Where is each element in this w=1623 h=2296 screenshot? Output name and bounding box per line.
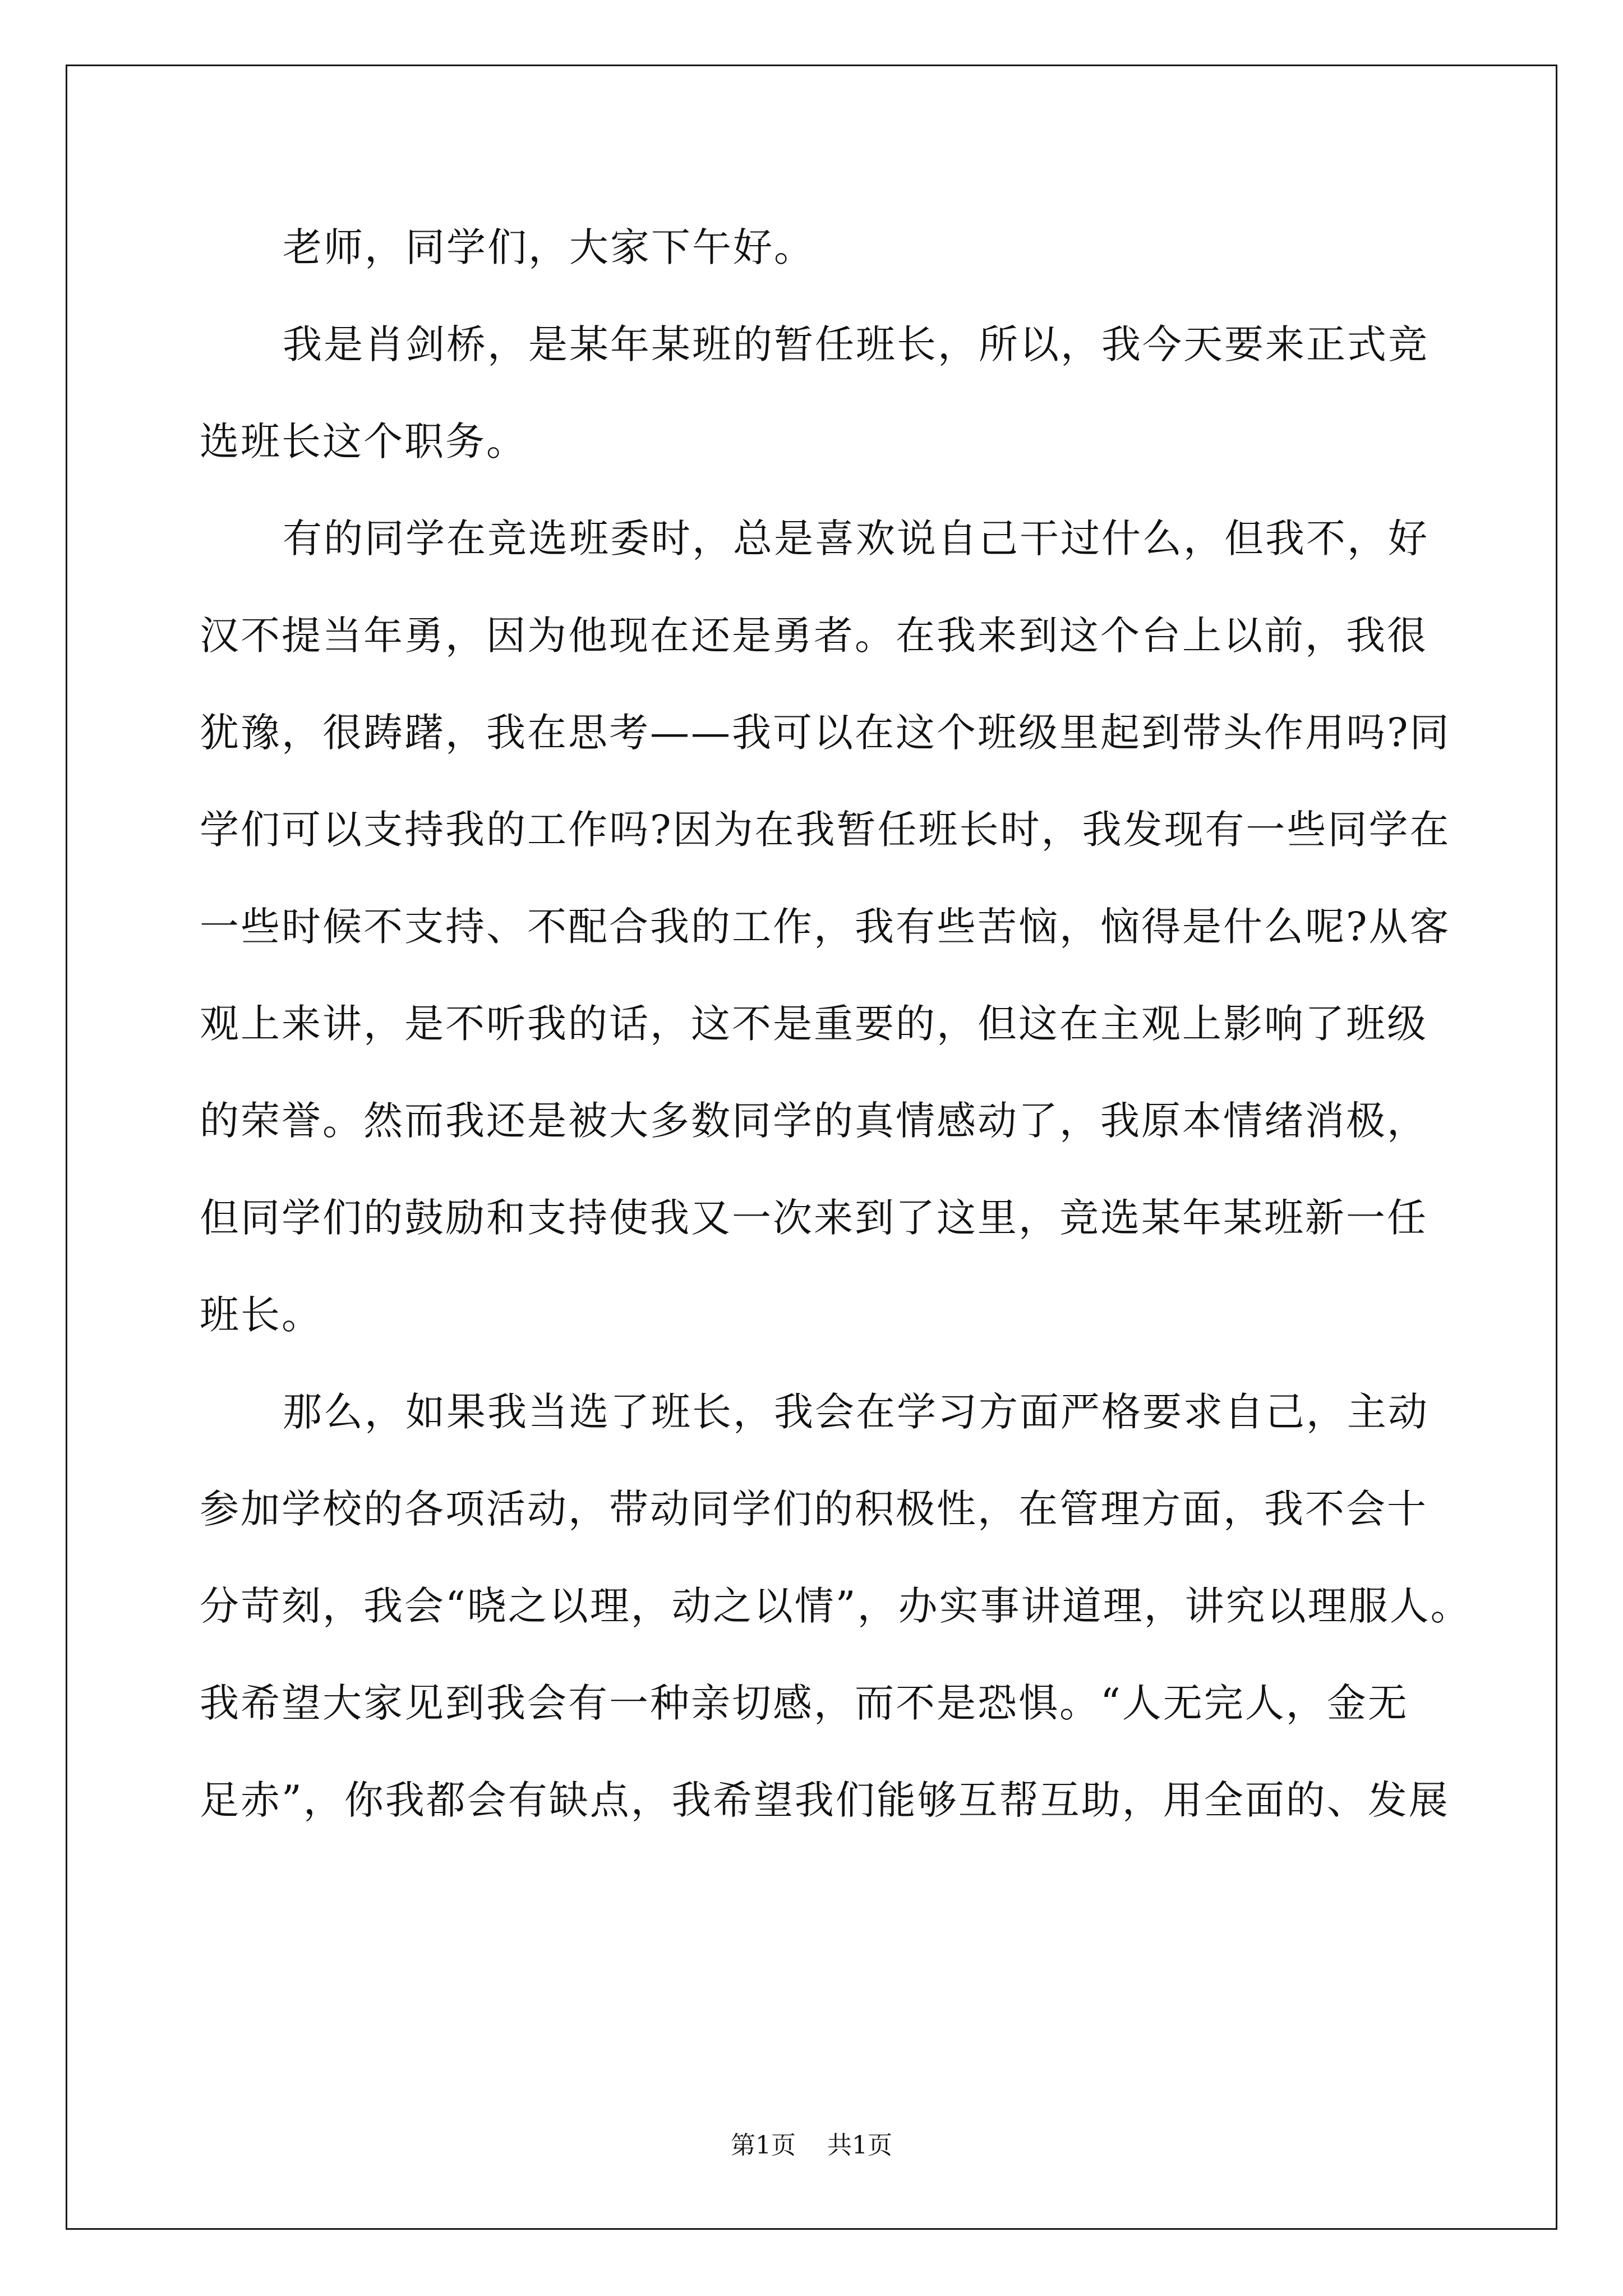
paragraph-line: 一些时候不支持、不配合我的工作，我有些苦恼，恼得是什么呢?从客 [200, 904, 1451, 950]
paragraph-line: 学们可以支持我的工作吗?因为在我暂任班长时，我发现有一些同学在 [200, 807, 1451, 853]
page-number-current: 第1页 [731, 2131, 796, 2160]
paragraph-line: 我希望大家见到我会有一种亲切感，而不是恐惧。“人无完人，金无 [200, 1680, 1409, 1726]
page-number-total: 共1页 [827, 2131, 892, 2160]
paragraph-line: 班长。 [200, 1292, 322, 1338]
document-body [200, 199, 1472, 1849]
paragraph-line: 那么，如果我当选了班长，我会在学习方面严格要求自己，主动 [283, 1389, 1429, 1435]
paragraph-line: 犹豫，很踌躇，我在思考——我可以在这个班级里起到带头作用吗?同 [200, 710, 1451, 756]
paragraph-line: 观上来讲，是不听我的话，这不是重要的，但这在主观上影响了班级 [200, 1001, 1428, 1047]
paragraph-line: 参加学校的各项活动，带动同学们的积极性，在管理方面，我不会十 [200, 1486, 1428, 1532]
paragraph-line: 老师，同学们，大家下午好。 [283, 224, 815, 270]
paragraph-line: 分苛刻，我会“晓之以理，动之以情”，办实事讲道理，讲究以理服人。 [200, 1583, 1472, 1629]
paragraph-line: 的荣誉。然而我还是被大多数同学的真情感动了，我原本情绪消极， [200, 1098, 1428, 1144]
paragraph-line: 我是肖剑桥，是某年某班的暂任班长，所以，我今天要来正式竞 [283, 321, 1429, 367]
paragraph-line: 有的同学在竞选班委时，总是喜欢说自己干过什么，但我不，好 [283, 516, 1429, 562]
page-footer [0, 2129, 1623, 2162]
paragraph-line: 汉不提当年勇，因为他现在还是勇者。在我来到这个台上以前，我很 [200, 613, 1428, 659]
paragraph-line: 足赤”，你我都会有缺点，我希望我们能够互帮互助，用全面的、发展 [200, 1777, 1450, 1823]
paragraph-line: 但同学们的鼓励和支持使我又一次来到了这里，竞选某年某班新一任 [200, 1195, 1428, 1241]
paragraph-line: 选班长这个职务。 [200, 418, 527, 464]
